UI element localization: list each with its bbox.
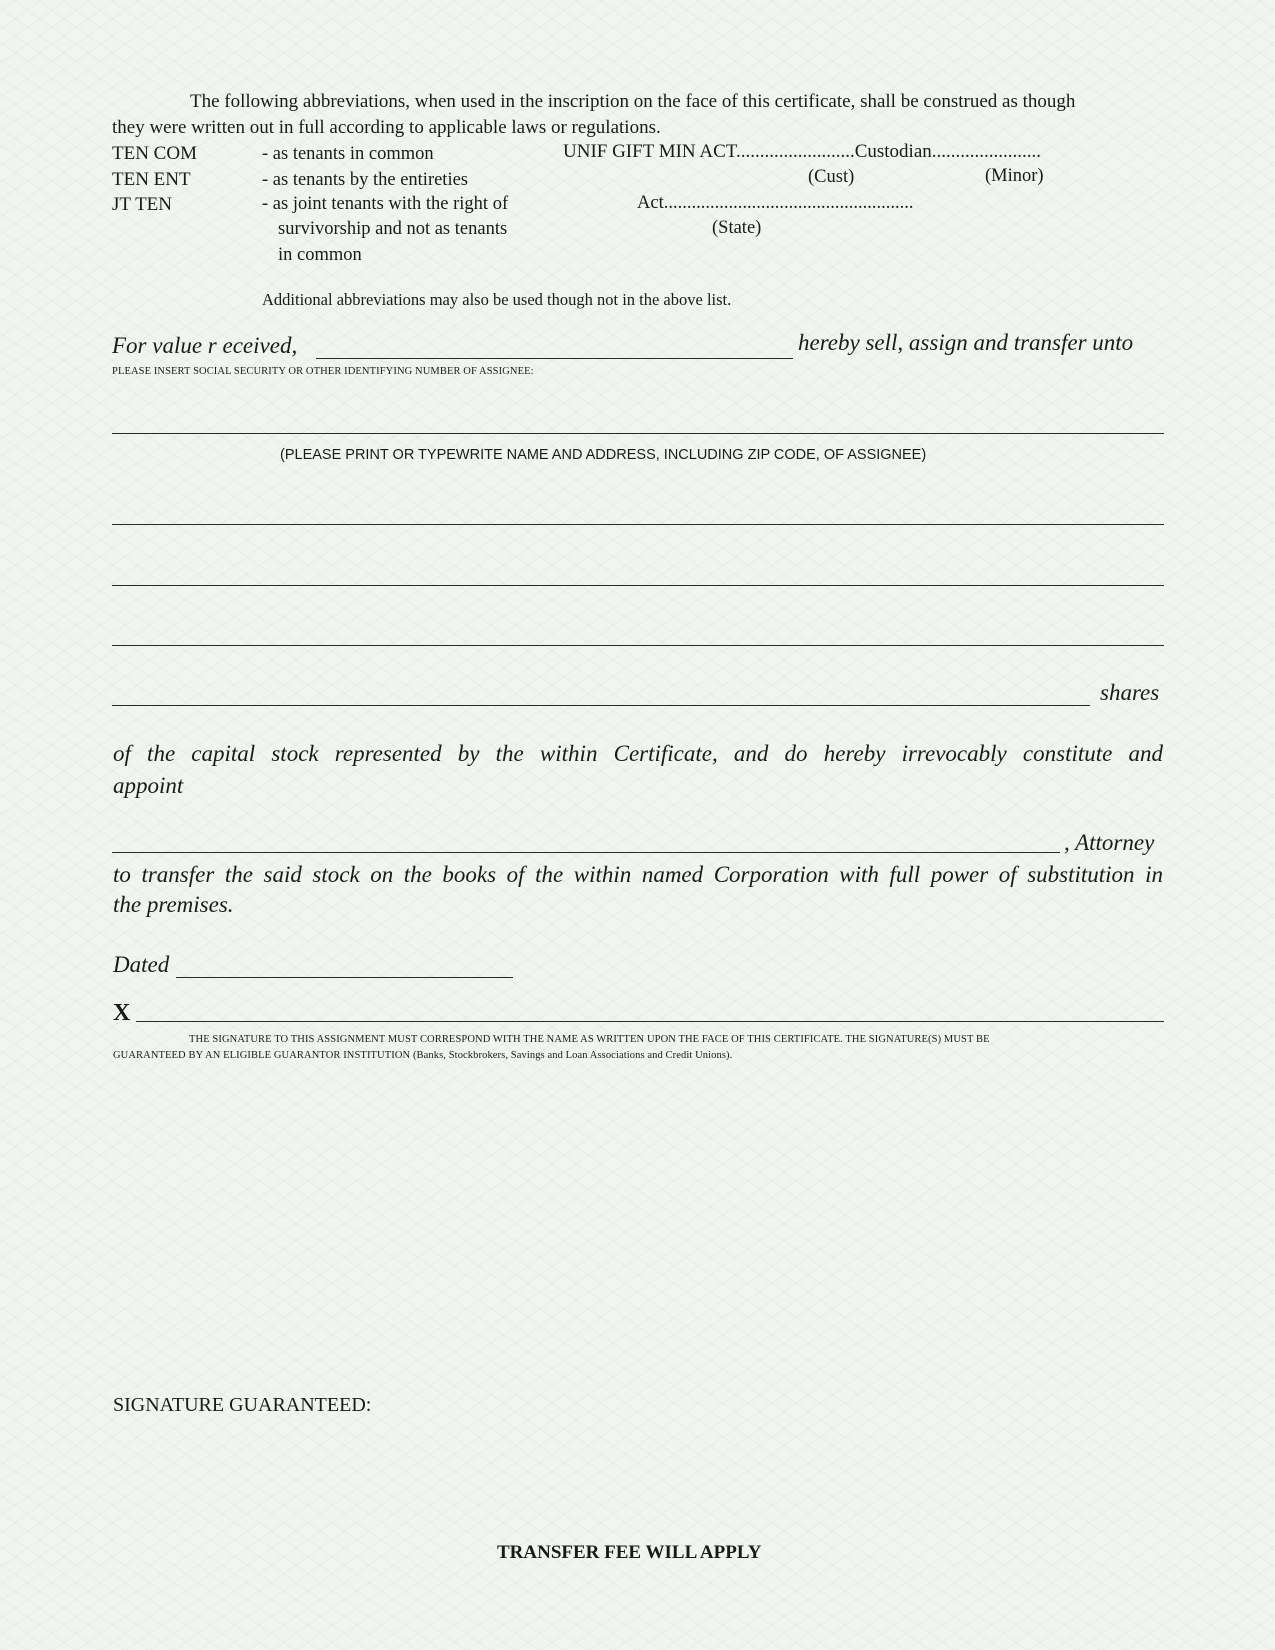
to-transfer-text (113, 859, 1163, 891)
for-value-received: For value r eceived, (112, 333, 298, 358)
assignee-name-label: (PLEASE PRINT OR TYPEWRITE NAME AND ADDRESS, INCLUDING ZIP CODE, OF ASSIGNEE) (280, 447, 927, 463)
hereby-sell-text: hereby sell, assign and transfer unto (798, 330, 1134, 355)
abbr-meaning-ten-ent: - as tenants by the entireties (262, 170, 469, 190)
abbr-meaning-ten-com: - as tenants in common (262, 144, 434, 164)
signature-notice-line-2: GUARANTEED BY AN ELIGIBLE GUARANTOR INSTITUTION (Banks, Stockbrokers, Savings and Loan Associations and Credit Unions). (113, 1050, 733, 1061)
attorney-blank-line[interactable] (112, 852, 1060, 853)
assignee-address-line-3[interactable] (112, 645, 1164, 646)
capital-stock-line: of the capital stock represented by the within Certificate, and do hereby irrevocably constitute and (113, 741, 1163, 766)
intro-line-1: The following abbreviations, when used in the inscription on the face of this certificate, shall be construed as though (190, 91, 1076, 112)
minor-label: (Minor) (985, 166, 1044, 186)
signature-blank-line[interactable] (136, 1021, 1164, 1022)
shares-blank-line[interactable] (112, 705, 1090, 706)
dated-blank-line[interactable] (176, 977, 513, 978)
attorney-label: , Attorney (1064, 830, 1155, 855)
abbr-code-jt-ten: JT TEN (112, 194, 172, 215)
abbr-code-ten-ent: TEN ENT (112, 169, 191, 190)
shares-label: shares (1100, 680, 1160, 705)
assignor-blank-line[interactable] (316, 358, 793, 359)
to-transfer-line: to transfer the said stock on the books of the within named Corporation with full power of substitution in (113, 862, 1163, 887)
abbr-meaning-jt-ten: - as joint tenants with the right of (262, 194, 509, 214)
signature-notice-line-1: THE SIGNATURE TO THIS ASSIGNMENT MUST CORRESPOND WITH THE NAME AS WRITTEN UPON THE FACE OF THIS CERTIFICATE. THE SIGNATURE(S) MUST BE (189, 1034, 990, 1045)
abbr-meaning-jt-ten-cont2: in common (278, 245, 362, 265)
capital-stock-text (113, 738, 1163, 770)
ssn-label: PLEASE INSERT SOCIAL SECURITY OR OTHER IDENTIFYING NUMBER OF ASSIGNEE: (112, 366, 534, 377)
assignee-address-line-1[interactable] (112, 524, 1164, 525)
appoint-text: appoint (113, 773, 184, 798)
state-label: (State) (712, 218, 762, 238)
unif-gift-line: UNIF GIFT MIN ACT.........................Custodian....................... (563, 141, 1042, 162)
signature-x-mark: X (113, 1000, 131, 1026)
assignee-address-line-2[interactable] (112, 585, 1164, 586)
abbr-meaning-jt-ten-cont1: survivorship and not as tenants (278, 219, 508, 239)
transfer-fee-notice: TRANSFER FEE WILL APPLY (497, 1542, 762, 1563)
premises-text: the premises. (113, 892, 234, 917)
cust-label: (Cust) (808, 167, 855, 187)
intro-line-2: they were written out in full according to applicable laws or regulations. (112, 117, 661, 138)
abbr-code-ten-com: TEN COM (112, 143, 197, 164)
dated-label: Dated (113, 952, 170, 977)
additional-abbreviations-note: Additional abbreviations may also be used though not in the above list. (262, 290, 732, 309)
signature-guaranteed-label: SIGNATURE GUARANTEED: (113, 1394, 372, 1416)
act-line: Act...................................................... (637, 193, 914, 213)
ssn-blank-line[interactable] (112, 433, 1164, 434)
